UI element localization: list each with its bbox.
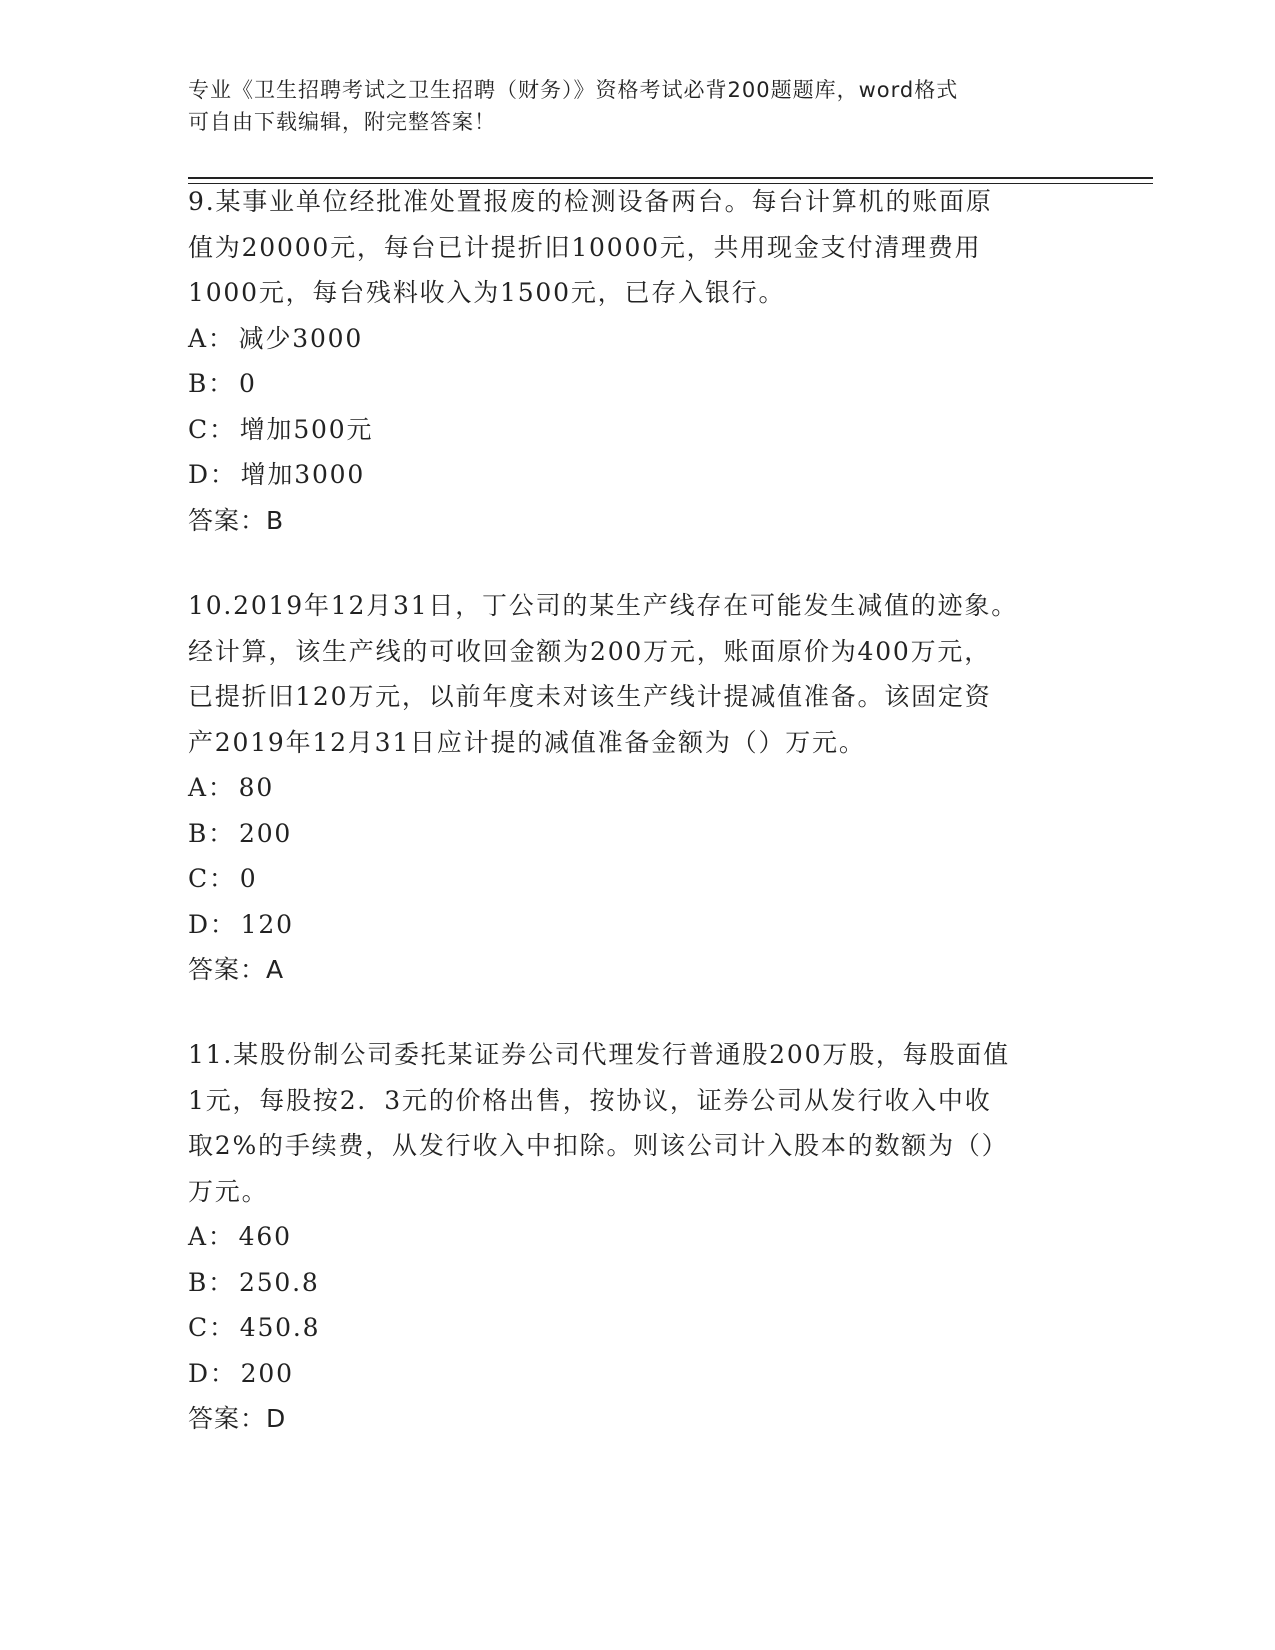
document-header bbox=[188, 74, 1088, 138]
question-line: 9.某事业单位经批准处置报废的检测设备两台。每台计算机的账面原 bbox=[188, 187, 993, 216]
option-label: B bbox=[188, 369, 209, 398]
option-label: A bbox=[188, 323, 208, 353]
question-9 bbox=[188, 179, 1088, 543]
option-text: 减少3000 bbox=[238, 323, 364, 353]
option-text: 450.8 bbox=[239, 1313, 321, 1342]
option-d: D： 增加3000 bbox=[188, 460, 366, 489]
option-text: 0 bbox=[238, 369, 257, 398]
option-text: 200 bbox=[238, 818, 293, 848]
option-c: C： 450.8 bbox=[188, 1313, 321, 1342]
option-label: B bbox=[188, 1267, 209, 1297]
option-text: 460 bbox=[238, 1222, 292, 1251]
option-d: D： 200 bbox=[188, 1358, 294, 1388]
option-label: A bbox=[188, 1222, 208, 1251]
question-line: 产2019年12月31日应计提的减值准备金额为（）万元。 bbox=[188, 727, 866, 757]
option-label: C bbox=[188, 414, 209, 444]
option-label: B bbox=[188, 818, 209, 848]
option-text: 250.8 bbox=[238, 1267, 320, 1297]
answer-line: 答案：A bbox=[188, 955, 285, 984]
question-line: 取2%的手续费，从发行收入中扣除。则该公司计入股本的数额为（） bbox=[188, 1131, 1009, 1160]
question-line: 经计算，该生产线的可收回金额为200万元，账面原价为400万元， bbox=[188, 636, 992, 666]
option-c: C： 0 bbox=[188, 864, 258, 893]
option-label: C bbox=[188, 1313, 209, 1342]
option-text: 增加500元 bbox=[239, 414, 374, 444]
option-b: B： 200 bbox=[188, 818, 293, 848]
option-text: 120 bbox=[240, 909, 294, 939]
question-line: 已提折旧120万元，以前年度未对该生产线计提减值准备。该固定资 bbox=[188, 682, 992, 711]
option-label: D bbox=[188, 909, 210, 939]
option-b: B： 250.8 bbox=[188, 1267, 320, 1297]
question-11 bbox=[188, 1032, 1088, 1442]
question-line: 10.2019年12月31日，丁公司的某生产线存在可能发生减值的迹象。 bbox=[188, 591, 1019, 620]
header-line-2: 可自由下载编辑，附完整答案！ bbox=[188, 110, 496, 134]
option-label: D bbox=[188, 460, 210, 489]
answer-line: 答案：D bbox=[188, 1404, 287, 1433]
option-a: A： 460 bbox=[188, 1222, 292, 1251]
question-line: 11.某股份制公司委托某证券公司代理发行普通股200万股，每股面值 bbox=[188, 1040, 1010, 1069]
option-b: B： 0 bbox=[188, 369, 257, 398]
option-text: 0 bbox=[239, 864, 258, 893]
header-line-1: 专业《卫生招聘考试之卫生招聘（财务）》资格考试必背200题题库，word格式 bbox=[188, 78, 959, 102]
option-text: 80 bbox=[238, 773, 275, 802]
option-text: 200 bbox=[240, 1358, 294, 1388]
option-c: C： 增加500元 bbox=[188, 414, 374, 444]
option-text: 增加3000 bbox=[240, 460, 366, 489]
answer-line: 答案：B bbox=[188, 505, 285, 535]
option-label: A bbox=[188, 773, 208, 802]
question-line: 值为20000元，每台已计提折旧10000元，共用现金支付清理费用 bbox=[188, 232, 982, 262]
option-a: A： 80 bbox=[188, 773, 275, 802]
option-a: A： 减少3000 bbox=[188, 323, 364, 353]
option-label: D bbox=[188, 1358, 210, 1388]
question-line: 1元，每股按2．3元的价格出售，按协议，证券公司从发行收入中收 bbox=[188, 1085, 992, 1115]
question-line: 1000元，每台残料收入为1500元，已存入银行。 bbox=[188, 278, 786, 307]
option-d: D： 120 bbox=[188, 909, 294, 939]
question-10 bbox=[188, 583, 1088, 993]
question-line: 万元。 bbox=[188, 1176, 269, 1206]
option-label: C bbox=[188, 864, 209, 893]
